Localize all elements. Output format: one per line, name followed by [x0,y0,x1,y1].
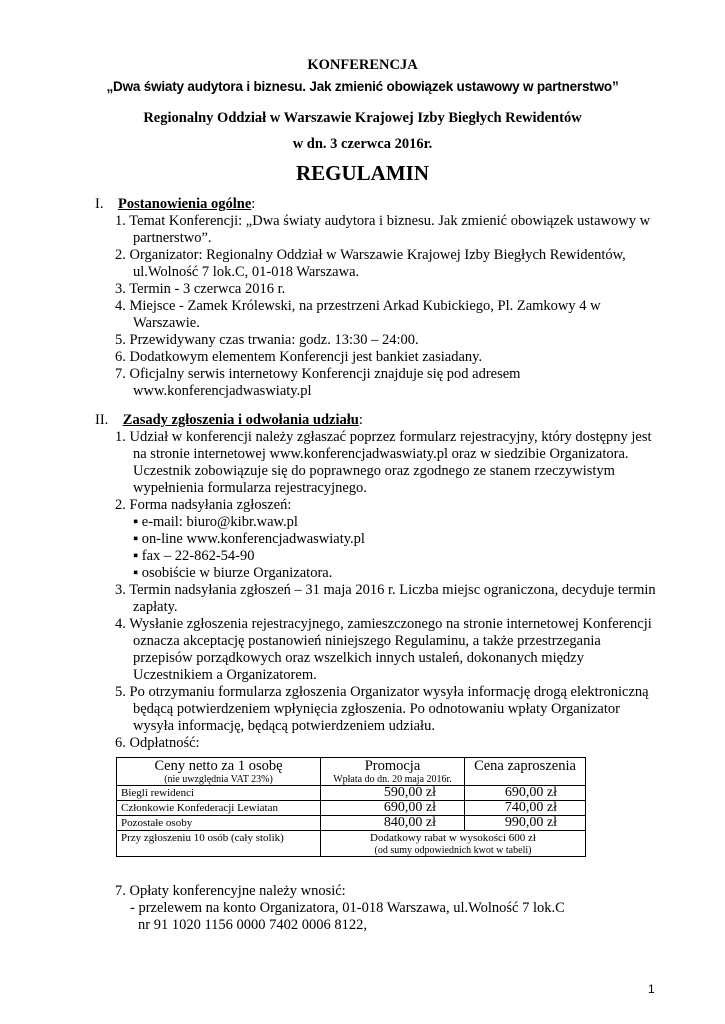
list-item: 6. Odpłatność: [115,735,200,751]
list-item: 1. Temat Konferencji: „Dwa światy audytora i biznesu. Jak zmienić obowiązek ustawowy w [115,213,651,229]
list-item: ▪ e-mail: biuro@kibr.waw.pl [133,514,298,530]
promo-price: 840,00 zł [321,816,465,831]
section-title: Postanowienia ogólne [117,196,252,212]
list-item: 7. Opłaty konferencyjne należy wnosić: [115,883,346,899]
row-label: Biegli rewidenci [117,786,321,801]
list-item: 4. Miejsce - Zamek Królewski, na przestrzeni Arkad Kubickiego, Pl. Zamkowy 4 w [115,298,601,314]
list-item: 2. Organizator: Regionalny Oddział w Warszawie Krajowej Izby Biegłych Rewidentów, [115,247,626,263]
promo-price: 590,00 zł [321,786,465,801]
list-item: 5. Przewidywany czas trwania: godz. 13:30 – 24:00. [115,332,419,348]
table-row [117,801,586,816]
list-item: przepisów porządkowych oraz wszelkich innych ustaleń, dokonanych między [133,650,584,666]
list-item: Warszawie. [133,315,200,331]
group-discount-note [321,831,586,857]
table-row [117,786,586,801]
regular-price: 740,00 zł [465,801,586,816]
header-label: KONFERENCJA [307,57,418,73]
table-header-cell [465,758,586,786]
section-number: I. [95,196,104,212]
section-colon: : [251,196,256,212]
table-header-cell [321,758,465,786]
list-item: wysyła informację, będącą potwierdzeniem udziału. [133,718,435,734]
promo-price: 690,00 zł [321,801,465,816]
table-header-cell [117,758,321,786]
list-item: ▪ on-line www.konferencjadwaswiaty.pl [133,531,365,547]
col-header: Promocja [364,758,421,774]
list-item: 6. Dodatkowym elementem Konferencji jest bankiet zasiadany. [115,349,483,365]
link-text: www.konferencjadwaswiaty.pl [133,383,312,399]
date-heading: w dn. 3 czerwca 2016r. [292,136,433,152]
conference-subtitle: „Dwa światy audytora i biznesu. Jak zmienić obowiązek ustawowy w partnerstwo” [106,79,619,94]
section-colon: : [358,412,363,428]
list-item: na stronie internetowej www.konferencjadwaswiaty.pl oraz w siedzibie Organizatora. [133,446,629,462]
list-item: wypełnienia formularza rejestracyjnego. [133,480,367,496]
discount-subtext: (od sumy odpowiednich kwot w tabeli) [374,845,532,856]
list-item: nr 91 1020 1156 0000 7402 0006 8122, [138,917,368,933]
col-header: Cena zaproszenia [474,758,576,774]
list-item: partnerstwo”. [133,230,212,246]
page-title: REGULAMIN [295,161,429,185]
list-item: 4. Wysłanie zgłoszenia rejestracyjnego, zamieszczonego na stronie internetowej Konferencji [115,616,652,632]
section-heading-2 [95,412,363,429]
regular-price: 990,00 zł [465,816,586,831]
organizer-heading: Regionalny Oddział w Warszawie Krajowej Izby Biegłych Rewidentów [143,110,582,126]
list-item: 3. Termin - 3 czerwca 2016 r. [115,281,286,297]
page-number: 1 [648,982,655,996]
table-row [117,831,586,857]
list-item: 2. Forma nadsyłania zgłoszeń: [115,497,292,513]
list-item: zapłaty. [133,599,178,615]
list-item: - przelewem na konto Organizatora, 01-018 Warszawa, ul.Wolność 7 lok.C [130,900,565,916]
list-item: Uczestnik zobowiązuje się do poprawnego oraz zgodnego ze stanem rzeczywistym [133,463,615,479]
list-item: ▪ osobiście w biurze Organizatora. [133,565,333,581]
row-label: Pozostałe osoby [117,816,321,831]
list-item: ▪ fax – 22-862-54-90 [133,548,255,564]
list-item: będącą potwierdzeniem wpłynięcia zgłoszenia. Po odnotowaniu wpłaty Organizator [133,701,620,717]
table-row [117,816,586,831]
col-subheader: Wpłata do dn. 20 maja 2016r. [333,774,452,785]
row-label: Członkowie Konfederacji Lewiatan [117,801,321,816]
col-header: Ceny netto za 1 osobę [154,758,283,774]
list-item: ul.Wolność 7 lok.C, 01-018 Warszawa. [133,264,360,280]
section-heading-1 [95,196,255,213]
fees-table [116,757,586,857]
regular-price: 690,00 zł [465,786,586,801]
list-item: 5. Po otrzymaniu formularza zgłoszenia Organizator wysyła informację drogą elektroniczną [115,684,649,700]
section-title: Zasady zgłoszenia i odwołania udziału [122,412,359,428]
discount-text: Dodatkowy rabat w wysokości 600 zł [370,832,536,844]
section-number: II. [95,412,109,428]
list-item: 1. Udział w konferencji należy zgłaszać poprzez formularz rejestracyjny, który dostępny jest [115,429,652,445]
row-label: Przy zgłoszeniu 10 osób (cały stolik) [117,831,321,857]
list-item: 3. Termin nadsyłania zgłoszeń – 31 maja 2016 r. Liczba miejsc ograniczona, decyduje termin [115,582,656,598]
list-item: 7. Oficjalny serwis internetowy Konferencji znajduje się pod adresem [115,366,521,382]
col-subheader: (nie uwzględnia VAT 23%) [164,774,273,785]
list-item: Uczestnikiem a Organizatorem. [133,667,317,683]
table-header-row [117,758,586,786]
list-item: oznacza akceptację postanowień niniejszego Regulaminu, a także przestrzegania [133,633,601,649]
